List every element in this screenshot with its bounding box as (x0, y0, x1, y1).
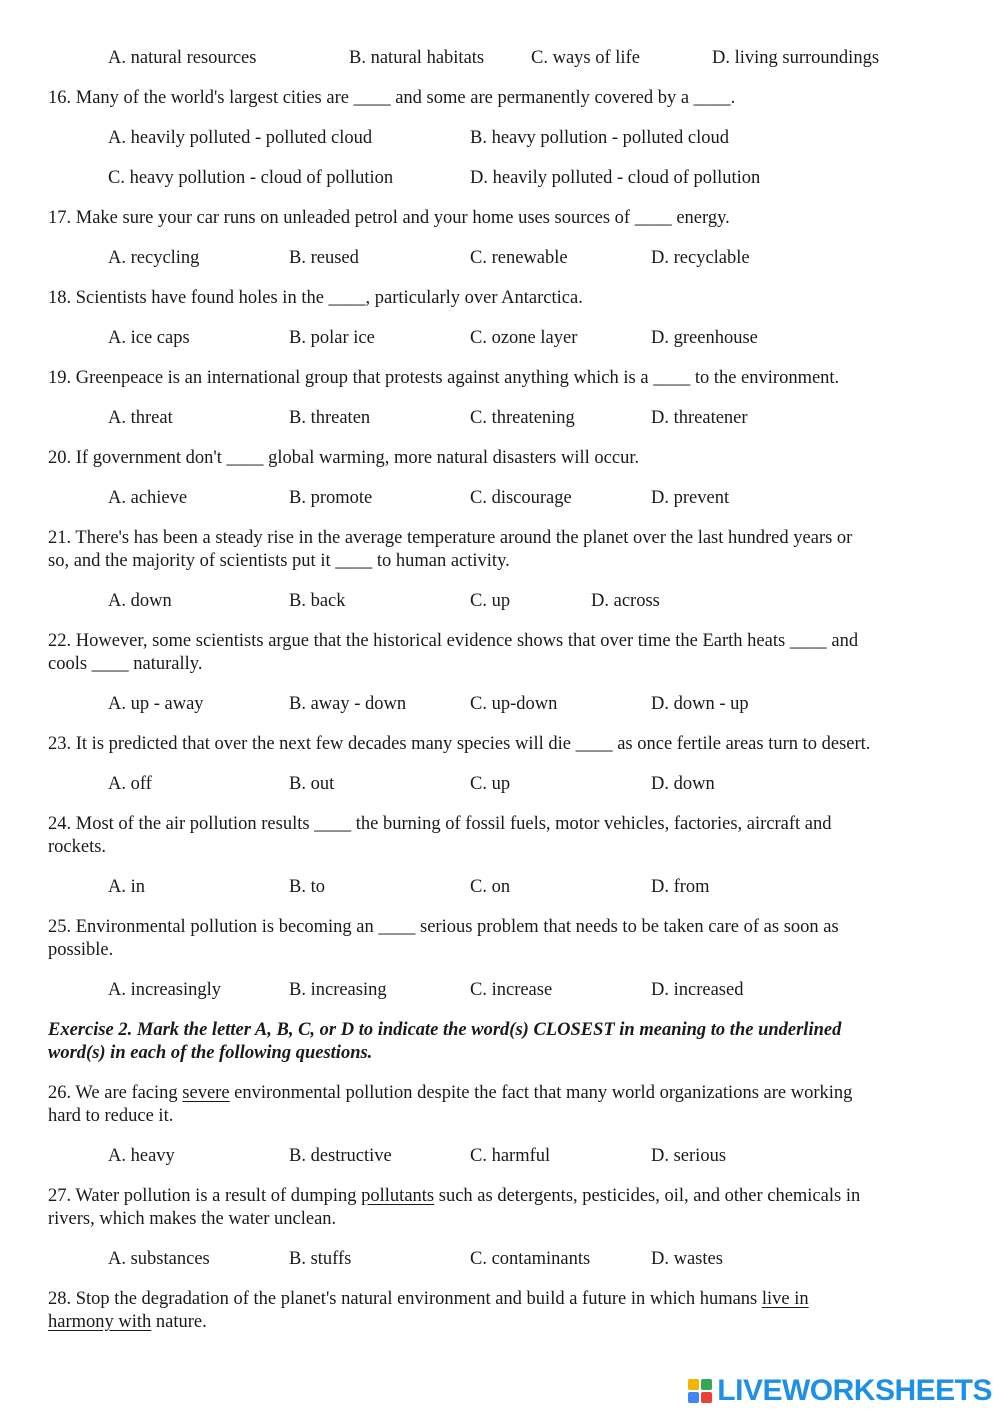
option-c: C. contaminants (470, 1249, 591, 1269)
option-c: C. heavy pollution - cloud of pollution (108, 168, 394, 188)
question-26-pre: 26. We are facing (48, 1083, 183, 1103)
option-c: C. up (470, 774, 511, 794)
option-c: C. ozone layer (470, 328, 578, 348)
option-b: B. increasing (289, 980, 387, 1000)
question-16: 16. Many of the world's largest cities are ____ and some are permanently covered by a ____. (48, 88, 736, 108)
logo-square-1 (688, 1379, 699, 1390)
logo-square-2 (701, 1379, 712, 1390)
option-a: A. threat (108, 408, 173, 428)
option-d: D. prevent (651, 488, 730, 508)
liveworksheets-wordmark: LIVEWORKSHEETS (717, 1374, 992, 1407)
option-b: B. promote (289, 488, 373, 508)
option-b: B. stuffs (289, 1249, 352, 1269)
question-24-line-1: 24. Most of the air pollution results ____ the burning of fossil fuels, motor vehicles, factories, aircraft and (48, 814, 832, 834)
option-a: A. up - away (108, 694, 204, 714)
option-b: B. out (289, 774, 335, 794)
option-a: A. ice caps (108, 328, 190, 348)
option-c: C. threatening (470, 408, 575, 428)
question-19: 19. Greenpeace is an international group that protests against anything which is a ____ to the environment. (48, 368, 840, 388)
option-b: B. threaten (289, 408, 371, 428)
option-a: A. down (108, 591, 172, 611)
option-a: A. heavy (108, 1146, 175, 1166)
question-28-post: nature. (151, 1312, 207, 1332)
question-28-line-2 (48, 1311, 953, 1334)
option-a: A. increasingly (108, 980, 222, 1000)
question-23: 23. It is predicted that over the next few decades many species will die ____ as once fertile areas turn to desert. (48, 734, 871, 754)
option-c: C. renewable (470, 248, 568, 268)
option-c: C. harmful (470, 1146, 551, 1166)
underlined-word: pollutants (361, 1186, 435, 1206)
question-24-line-2: rockets. (48, 837, 107, 857)
exercise-2-heading-line-1: Exercise 2. Mark the letter A, B, C, or D to indicate the word(s) CLOSEST in meaning to the underlined (48, 1020, 842, 1040)
option-d: D. down (651, 774, 715, 794)
option-d: D. threatener (651, 408, 748, 428)
option-d: D. greenhouse (651, 328, 758, 348)
option-d: D. heavily polluted - cloud of pollution (470, 168, 761, 188)
option-b: B. natural habitats (349, 48, 485, 68)
question-27-line-2: rivers, which makes the water unclean. (48, 1209, 337, 1229)
question-22-line-2: cools ____ naturally. (48, 654, 203, 674)
question-25-line-2: possible. (48, 940, 114, 960)
exercise-2-heading-line-2: word(s) in each of the following questions. (48, 1043, 373, 1063)
question-27-post: such as detergents, pesticides, oil, and other chemicals in (434, 1186, 861, 1206)
option-b: B. destructive (289, 1146, 392, 1166)
option-b: B. to (289, 877, 325, 897)
option-a: A. in (108, 877, 145, 897)
option-b: B. polar ice (289, 328, 375, 348)
option-c: C. discourage (470, 488, 572, 508)
question-28-line-1 (48, 1288, 953, 1311)
option-d: D. from (651, 877, 710, 897)
question-21-line-1: 21. There's has been a steady rise in the average temperature around the planet over the last hundred years or (48, 528, 853, 548)
option-c: C. up (470, 591, 511, 611)
option-d: D. increased (651, 980, 744, 1000)
option-b: B. reused (289, 248, 359, 268)
option-d: D. living surroundings (712, 48, 880, 68)
option-d: D. wastes (651, 1249, 723, 1269)
underlined-phrase-part-2: harmony with (48, 1312, 152, 1332)
option-b: B. back (289, 591, 346, 611)
option-a: A. natural resources (108, 48, 257, 68)
option-c: C. on (470, 877, 511, 897)
question-27-line-1 (48, 1185, 958, 1208)
option-c: C. increase (470, 980, 553, 1000)
option-d: D. down - up (651, 694, 749, 714)
logo-square-4 (701, 1392, 712, 1403)
option-d: D. across (591, 591, 660, 611)
question-26-post: environmental pollution despite the fact that many world organizations are working (229, 1083, 853, 1103)
option-a: A. recycling (108, 248, 200, 268)
question-21-line-2: so, and the majority of scientists put it ____ to human activity. (48, 551, 510, 571)
question-25-line-1: 25. Environmental pollution is becoming an ____ serious problem that needs to be taken care of as soon as (48, 917, 839, 937)
question-18: 18. Scientists have found holes in the ____, particularly over Antarctica. (48, 288, 583, 308)
question-20: 20. If government don't ____ global warming, more natural disasters will occur. (48, 448, 640, 468)
question-28-pre: 28. Stop the degradation of the planet's natural environment and build a future in which humans (48, 1289, 762, 1309)
option-d: D. serious (651, 1146, 727, 1166)
logo-square-3 (688, 1392, 699, 1403)
question-22-line-1: 22. However, some scientists argue that the historical evidence shows that over time the Earth heats ____ and (48, 631, 859, 651)
option-a: A. achieve (108, 488, 188, 508)
option-a: A. off (108, 774, 152, 794)
option-b: B. away - down (289, 694, 407, 714)
question-17: 17. Make sure your car runs on unleaded petrol and your home uses sources of ____ energy. (48, 208, 730, 228)
option-c: C. up-down (470, 694, 558, 714)
option-c: C. ways of life (531, 48, 640, 68)
option-d: D. recyclable (651, 248, 750, 268)
option-a: A. substances (108, 1249, 210, 1269)
liveworksheets-logo (687, 1373, 992, 1409)
question-26-line-2: hard to reduce it. (48, 1106, 174, 1126)
underlined-phrase-part-1: live in (761, 1289, 809, 1309)
option-a: A. heavily polluted - polluted cloud (108, 128, 373, 148)
liveworksheets-logo-icon (687, 1378, 713, 1404)
question-27-pre: 27. Water pollution is a result of dumping (48, 1186, 362, 1206)
option-b: B. heavy pollution - polluted cloud (470, 128, 729, 148)
underlined-word: severe (182, 1083, 230, 1103)
question-26-line-1 (48, 1082, 953, 1105)
